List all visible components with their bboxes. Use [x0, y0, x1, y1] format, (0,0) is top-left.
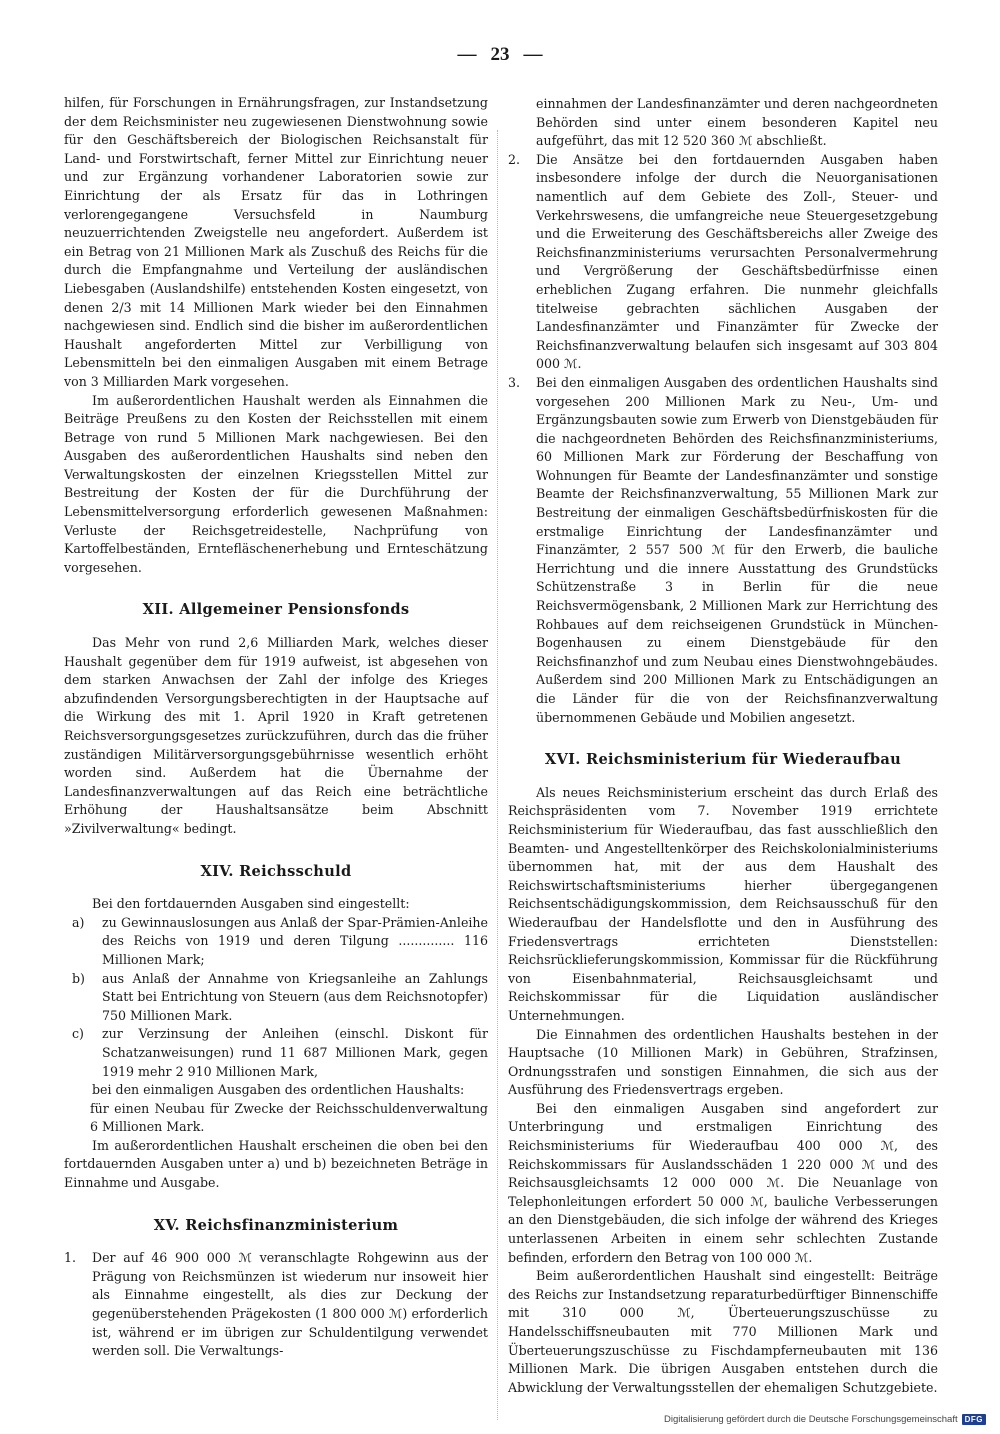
right-column: [508, 95, 938, 1397]
item-number-spacer: [508, 95, 536, 151]
item-text: Die Ansätze bei den fortdauernden Ausgaben haben insbesondere infolge der durch die Neuorganisationen namentlich auf dem Gebiete des Zoll-, Steuer- und Verkehrswesens, die umfangreiche neue Steuergesetzgebung und die Erweiterung des Geschäftsbereichs aller Zweige des Reichsfinanzministeriums verursachten Personalvermehrung und Vergrößerung der Geschäftsbedürfnisse einen erheblichen Zugang erfahren. Die nunmehr gleichfalls titelweise gebrachten sächlichen Ausgaben der Landesfinanzämter und Finanzämter für Zwecke der Reichsfinanzverwaltung belaufen sich insgesamt auf 303 804 000 ℳ.: [536, 151, 938, 372]
item-number: 3.: [508, 374, 521, 390]
list-item: [72, 970, 488, 1026]
list-item: [72, 1025, 488, 1081]
footer-text: Digitalisierung gefördert durch die Deutsche Forschungsgemeinschaft: [664, 1414, 958, 1425]
paragraph: Als neues Reichsministerium erscheint das durch Erlaß des Reichspräsidenten vom 7. November 1919 errichtete Reichsministerium für Wiederaufbau, das fast ausschließlich den Beamten- und Angestelltenkörper des Reichskolonialministeriums übernommen hat, mit der aus dem Haushalt des Reichswirtschaftsministeriums hierher übergegangenen Reichsentschädigungskommission, dem Reichsausschuß für den Wiederaufbau der Handelsflotte und den in Ausführung des Friedensvertrags errichteten Dienststellen: Reichsrücklieferungskommission, Kommissar für die Rückführung von Eisenbahnmaterial, Reichsausgleichsamt und Reichskommissar für die Liquidation ausländischer Unternehmungen.: [508, 784, 938, 1023]
paragraph: Die Einnahmen des ordentlichen Haushalts bestehen in der Hauptsache (10 Millionen Mark) in Gebühren, Strafzinsen, Ordnungsstrafen und sonstigen Einnahmen, die sich aus der Ausführung des Friedensvertrags ergeben.: [508, 1026, 938, 1098]
paragraph: hilfen, für Forschungen in Ernährungsfragen, zur Instandsetzung der dem Reichsminister neu zugewiesenen Dienstwohnung sowie für den Geschäftsbereich der Biologischen Reichsanstalt für Land- und Forstwirtschaft, ferner Mittel zur Einrichtung neuer und zur Ergänzung vorhandener Laboratorien sowie zur Einrichtung der als Ersatz für das in Lothringen verlorengegangene Versuchsfeld in Naumburg neuzuerrichtenden Zweigstelle neu angefordert. Außerdem ist ein Betrag von 21 Millionen Mark als Zuschuß des Reichs für die durch die Empfangnahme und Verteilung der ausländischen Liebesgaben (Auslandshilfe) entstehenden Kosten eingesetzt, von denen 2/3 mit 14 Millionen Mark wieder bei den Einnahmen nachgewiesen sind. Endlich sind die bisher im außerordentlichen Haushalt angeforderten Mittel zur Verbilligung von Lebensmitteln bei den einmaligen Ausgaben mit einem Betrage von 3 Milliarden Mark vorgesehen.: [64, 95, 488, 389]
item-text: Bei den einmaligen Ausgaben des ordentlichen Haushalts sind vorgesehen 200 Millionen Mark zu Neu-, Um- und Ergänzungsbauten sowie zum Erwerb von Dienstgebäuden für die nachgeordneten Behörden des Reichsfinanzministeriums, 60 Millionen Mark zur Förderung der Beschaffung von Wohnungen für Beamte der Landesfinanzämter und sonstige Beamte der Reichsfinanzverwaltung, 55 Millionen Mark zur Bestreitung der einmaligen Geschäftsbedürfniskosten für die erstmalige Einrichtung der Landesfinanzämter und Finanzämter, 2 557 500 ℳ für den Erwerb, die bauliche Herrichtung und die innere Ausstattung des Grundstücks Schützenstraße 3 in Berlin für die neue Reichsvermögensbank, 2 Millionen Mark zur Herrichtung des Rohbaues auf dem reichseigenen Grundstück in München-Bogenhausen zu einem Dienstgebäude für den Reichsfinanzhof und zum Neubau eines Dienstwohngebäudes. Außerdem sind 200 Millionen Mark zu Entschädigungen an die Länder für die von der Reichsfinanzverwaltung übernommenen Gebäude und Mobilien angesetzt.: [536, 374, 938, 725]
dash-left: —: [457, 44, 477, 65]
paragraph: für einen Neubau für Zwecke der Reichsschuldenverwaltung 6 Millionen Mark.: [90, 1100, 488, 1135]
paragraph: Im außerordentlichen Haushalt erscheinen die oben bei den fortdauernden Ausgaben unter a) und b) bezeichneten Beträge in Einnahme und Ausgabe.: [64, 1137, 488, 1191]
list-item: [72, 914, 488, 970]
page-number: 23: [490, 44, 510, 65]
item-number: 2.: [508, 151, 521, 167]
paragraph: bei den einmaligen Ausgaben des ordentlichen Haushalts:: [92, 1082, 465, 1098]
numbered-item: [508, 151, 938, 374]
item-text: Der auf 46 900 000 ℳ veranschlagte Rohgewinn aus der Prägung von Reichsmünzen ist wiederum nur insoweit hier als Einnahme eingestellt, als dies zur Deckung der gegenüberstehenden Prägekosten (1 800 000 ℳ) erforderlich ist, während er im übrigen zur Schuldentilgung verwendet werden soll. Die Verwaltungs-: [92, 1250, 488, 1359]
column-divider: [497, 130, 498, 1420]
list-item-text: zur Verzinsung der Anleihen (einschl. Diskont für Schatzanweisungen) rund 11 687 Millionen Mark, gegen 1919 mehr 2 910 Millionen Mark,: [102, 1026, 488, 1079]
list-item-text: aus Anlaß der Annahme von Kriegsanleihe an Zahlungs Statt bei Entrichtung von Steuern (aus dem Reichsnotopfer) 750 Millionen Mark.: [102, 970, 488, 1023]
item-text: einnahmen der Landesfinanzämter und deren nachgeordneten Behörden sind unter einem besonderen Kapitel neu aufgeführt, das mit 12 520 360 ℳ abschließt.: [536, 96, 938, 149]
item-number: 1.: [64, 1250, 77, 1266]
section-heading-xii: XII. Allgemeiner Pensionsfonds: [142, 601, 410, 619]
numbered-item: [64, 1249, 488, 1361]
page-number-header: [0, 44, 1000, 66]
digitization-footer: [664, 1414, 986, 1425]
dfg-logo: DFG: [962, 1414, 986, 1425]
section-heading-xiv: XIV. Reichsschuld: [200, 862, 352, 880]
numbered-item-continued: [508, 95, 938, 151]
section-heading-xvi: XVI. Reichsministerium für Wiederaufbau: [544, 751, 902, 769]
list-marker: b): [72, 970, 85, 986]
section-heading-xv: XV. Reichsfinanzministerium: [153, 1216, 399, 1234]
left-column: [64, 94, 488, 1361]
paragraph: Bei den fortdauernden Ausgaben sind eingestellt:: [92, 896, 410, 912]
numbered-item: [508, 374, 938, 727]
dash-right: —: [523, 44, 543, 65]
paragraph: Beim außerordentlichen Haushalt sind eingestellt: Beiträge des Reichs zur Instandsetzung reparaturbedürftiger Binnenschiffe mit 310 000 ℳ, Überteuerungszuschüsse zu Handelsschiffsneubauten mit 770 Millionen Mark und Überteuerungszuschüsse zu Fischdampferneubauten mit 136 Millionen Mark. Die übrigen Ausgaben entstehen durch die Abwicklung der Verwaltungsstellen der ehemaligen Schutzgebiete.: [508, 1268, 938, 1395]
list-marker: a): [72, 914, 85, 930]
list-marker: c): [72, 1026, 84, 1042]
paragraph: Das Mehr von rund 2,6 Milliarden Mark, welches dieser Haushalt gegenüber dem für 1919 aufweist, ist abgesehen von dem starken Anwachsen der Zahl der infolge des Krieges abzufindenden Versorgungsberechtigten in der Hauptsache auf die Wirkung des mit 1. April 1920 in Kraft getretenen Reichsversorgungsgesetzes zurückzuführen, durch das die früher zuständigen Militärversorgungsgebührnisse wesentlich erhöht worden sind. Außerdem hat die Übernahme der Landesfinanzverwaltungen auf das Reich eine beträchtliche Erhöhung der Haushaltsansätze beim Abschnitt »Zivilverwaltung« bedingt.: [64, 635, 488, 836]
paragraph: Im außerordentlichen Haushalt werden als Einnahmen die Beiträge Preußens zu den Kosten der Reichsstellen mit einem Betrage von rund 5 Millionen Mark nachgewiesen. Bei den Ausgaben des außerordentlichen Haushalts sind neben den Verwaltungskosten der einzelnen Kriegsstellen Mittel zur Bestreitung der Kosten der für die Durchführung der Lebensmittelversorgung erforderlich gewesenen Maßnahmen: Verluste der Reichsgetreidestelle, Nachprüfung von Kartoffelbeständen, Erntefläschenerhebung und Ernteschätzung vorgesehen.: [64, 392, 488, 575]
paragraph: Bei den einmaligen Ausgaben sind angefordert zur Unterbringung und erstmaligen Einrichtung des Reichsministeriums für Wiederaufbau 400 000 ℳ, des Reichskommissars für Auslandsschäden 1 220 000 ℳ und des Reichsausgleichsamts 12 000 000 ℳ. Die Neuanlage von Telephonleitungen erfordert 50 000 ℳ, bauliche Verbesserungen an den Dienstgebäuden, die sich infolge der während des Krieges unterlassenen Arbeiten in einem sehr schlechten Zustande befinden, erfordern den Betrag von 100 000 ℳ.: [508, 1100, 938, 1265]
list-item-text: zu Gewinnauslosungen aus Anlaß der Spar-Prämien-Anleihe des Reichs von 1919 und deren Tilgung .............. 116 Millionen Mark;: [102, 914, 488, 967]
